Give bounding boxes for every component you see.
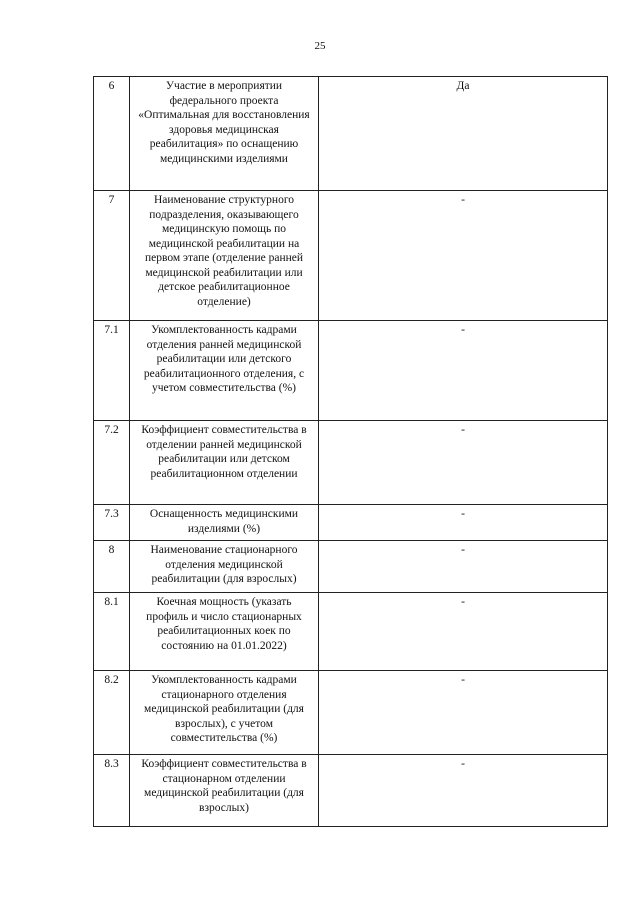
row-label: Наименование структурного подразделения, оказывающего медицинскую помощь по медицинской реабилитации на первом этапе (отделение ранней медицинской реабилитации или детское реабилитационное отделение) — [130, 191, 319, 321]
table-row — [94, 671, 608, 755]
row-value: - — [319, 755, 608, 827]
row-label: Укомплектованность кадрами отделения ранней медицинской реабилитации или детского реабилитационного отделения, с учетом совместительства (%) — [130, 321, 319, 421]
row-value: - — [319, 541, 608, 593]
table-row — [94, 541, 608, 593]
table-row — [94, 77, 608, 191]
table-row — [94, 421, 608, 505]
row-label: Коэффициент совместительства в отделении ранней медицинской реабилитации или детском реабилитационном отделении — [130, 421, 319, 505]
page-number: 25 — [314, 40, 326, 52]
table-row — [94, 191, 608, 321]
table-row — [94, 321, 608, 421]
row-label: Оснащенность медицинскими изделиями (%) — [130, 505, 319, 541]
row-label: Укомплектованность кадрами стационарного отделения медицинской реабилитации (для взрослых), с учетом совместительства (%) — [130, 671, 319, 755]
row-number: 7.1 — [94, 321, 130, 421]
row-value: - — [319, 593, 608, 671]
row-label: Коечная мощность (указать профиль и число стационарных реабилитационных коек по состоянию на 01.01.2022) — [130, 593, 319, 671]
data-table — [93, 76, 608, 827]
row-value: - — [319, 671, 608, 755]
row-label: Участие в мероприятии федерального проекта «Оптимальная для восстановления здоровья медицинская реабилитация» по оснащению медицинскими изделиями — [130, 77, 319, 191]
row-value: - — [319, 505, 608, 541]
row-value: Да — [319, 77, 608, 191]
row-value: - — [319, 191, 608, 321]
row-label: Коэффициент совместительства в стационарном отделении медицинской реабилитации (для взрослых) — [130, 755, 319, 827]
row-value: - — [319, 421, 608, 505]
table-row — [94, 505, 608, 541]
row-number: 8.3 — [94, 755, 130, 827]
row-number: 8.1 — [94, 593, 130, 671]
table-row — [94, 593, 608, 671]
row-number: 7.3 — [94, 505, 130, 541]
row-label: Наименование стационарного отделения медицинской реабилитации (для взрослых) — [130, 541, 319, 593]
row-number: 7.2 — [94, 421, 130, 505]
row-number: 8 — [94, 541, 130, 593]
row-value: - — [319, 321, 608, 421]
row-number: 7 — [94, 191, 130, 321]
row-number: 8.2 — [94, 671, 130, 755]
table-row — [94, 755, 608, 827]
row-number: 6 — [94, 77, 130, 191]
